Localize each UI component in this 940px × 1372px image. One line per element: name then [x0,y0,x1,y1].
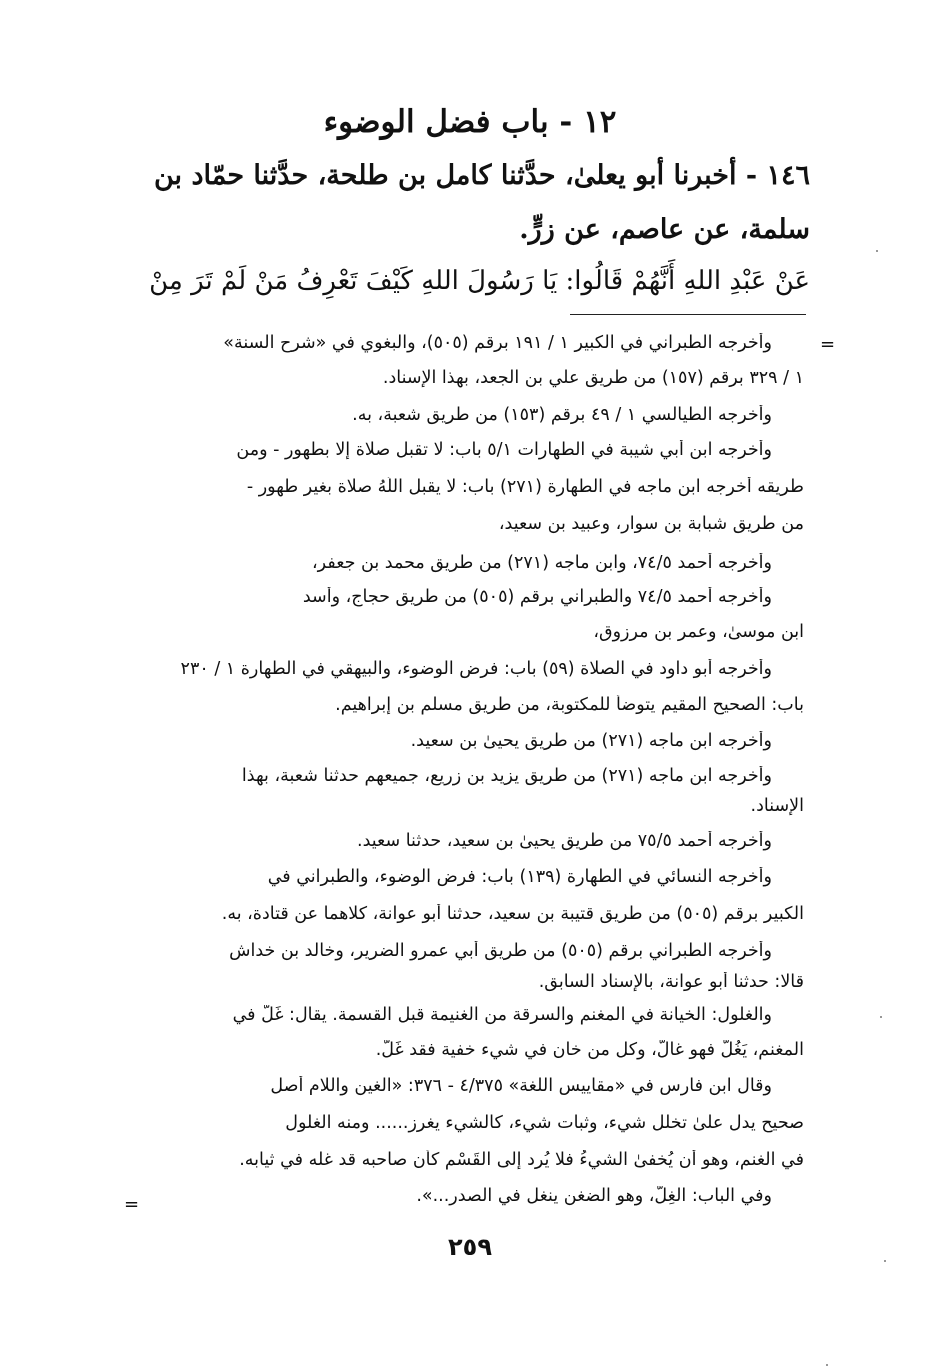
scan-speck [826,1364,828,1366]
footnote-line: وأخرجه ابن أبي شيبة في الطهارات ٥/١ باب: لا تقبل صلاة إلا بطهور - ومن [236,440,772,460]
footnote-line: وفي الباب: الغِلّ، وهو الضغن ينغل في الصدر...». [416,1186,772,1206]
footnote-line: في الغنم، وهو أن يُخفىٰ الشيءُ فلا يُرد إلى القَسْم كأن صاحبه قد غله في ثيابه. [239,1150,804,1170]
footnote-line: ١ / ٣٢٩ برقم (١٥٧) من طريق علي بن الجعد، بهذا الإسناد. [382,368,804,388]
footnote-line: باب: الصحيح المقيم يتوضأ للمكتوبة، من طريق مسلم بن إبراهيم. [335,695,804,715]
hadith-chain-line-1: ١٤٦ - أخبرنا أبو يعلىٰ، حدَّثنا كامل بن طلحة، حدَّثنا حمّاد بن [154,160,810,191]
footnote-line: قالا: حدثنا أبو عوانة، بالإسناد السابق. [538,972,804,992]
footnote-line: صحيح يدل علىٰ تخلل شيء، وثبات شيء، كالشيء يغرز...... ومنه الغلول [285,1113,804,1133]
footnote-separator [570,314,806,315]
footnote-line: والغلول: الخيانة في المغنم والسرقة من الغنيمة قبل القسمة. يقال: غَلَّ في [232,1005,772,1025]
scan-speck [884,1260,886,1262]
footnote-line: وأخرجه الطبراني في الكبير ١ / ١٩١ برقم (٥٠٥)، والبغوي في «شرح السنة» [223,333,772,353]
footnote-line: وأخرجه أبو داود في الصلاة (٥٩) باب: فرض الوضوء، والبيهقي في الطهارة ١ / ٢٣٠ [180,659,772,679]
footnote-line: الإسناد. [750,796,804,816]
footnote-line: طريقه أخرجه ابن ماجه في الطهارة (٢٧١) باب: لا يقبل اللَّهُ صلاة بغير طهور - [246,477,804,497]
footnote-line: الكبير برقم (٥٠٥) من طريق قتيبة بن سعيد، حدثنا أبو عوانة، كلاهما عن قتادة، به. [221,904,804,924]
footnote-line: وأخرجه النسائي في الطهارة (١٣٩) باب: فرض الوضوء، والطبراني في [267,867,772,887]
footnote-continuation-mark: = [820,334,836,355]
footnote-line: من طريق شبابة بن سوار، وعبيد بن سعيد، [498,514,804,534]
footnote-line: المغنم، يَغُلُّ فهو غالٌّ، وكل من خان في شيء خفية فقد غَلَّ. [375,1040,804,1060]
footnote-line: وأخرجه ابن ماجه (٢٧١) من طريق يحيىٰ بن سعيد. [410,731,772,751]
footnote-line: وأخرجه ابن ماجه (٢٧١) من طريق يزيد بن زريع، جميعهم حدثنا شعبة، بهذا [241,766,772,786]
footnote-line: وأخرجه أحمد ٧٤/٥ والطبراني برقم (٥٠٥) من طريق حجاج، وأسد [302,587,772,607]
page-number: ٢٥٩ [448,1233,492,1261]
footnote-line: وأخرجه الطيالسي ١ / ٤٩ برقم (١٥٣) من طريق شعبة، به. [352,405,772,425]
hadith-chain-line-2: سلمة، عن عاصم، عن زرٍّ. [519,214,810,245]
footnote-line: وأخرجه أحمد ٧٤/٥، وابن ماجه (٢٧١) من طريق محمد بن جعفر، [312,553,772,573]
footnote-line: وأخرجه الطبراني برقم (٥٠٥) من طريق أبي عمرو الضرير، وخالد بن خداش [229,941,772,961]
footnote-continues-mark: = [124,1194,140,1215]
footnote-line: وقال ابن فارس في «مقاييس اللغة» ٤/٣٧٥ - ٣٧٦: «الغين واللام أصل [270,1076,772,1096]
scan-speck [880,1016,882,1018]
footnote-line: وأخرجه أحمد ٧٥/٥ من طريق يحيىٰ بن سعيد، حدثنا سعيد. [357,831,772,851]
hadith-text: عَنْ عَبْدِ اللهِ أَنَّهُمْ قَالُوا: يَا رَسُولَ اللهِ كَيْفَ تَعْرِفُ مَنْ لَمْ تَرَ مِنْ [149,266,810,296]
scan-speck [876,250,878,252]
footnote-line: ابن موسىٰ، وعمر بن مرزوق، [593,622,804,642]
chapter-title: ١٢ - باب فضل الوضوء [323,104,617,140]
